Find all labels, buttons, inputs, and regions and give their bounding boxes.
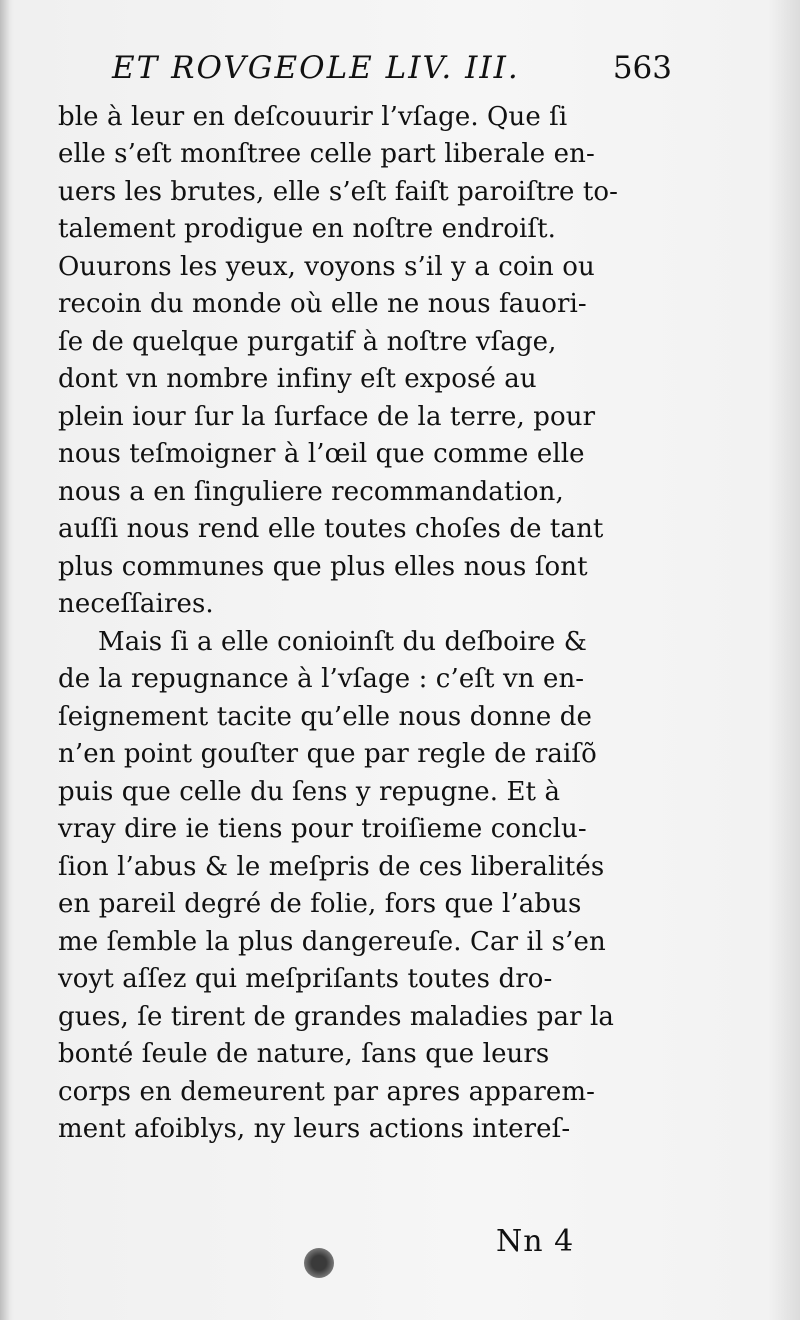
- text-line: me ſemble la plus dangereuſe. Car il s’en: [58, 927, 606, 957]
- text-line: gues, ſe tirent de grandes maladies par la: [58, 1002, 614, 1032]
- text-line: nous teſmoigner à l’œil que comme elle: [58, 439, 585, 469]
- text-line: bonté ſeule de nature, ſans que leurs: [58, 1039, 550, 1069]
- page-number: 563: [612, 50, 672, 86]
- text-line: recoin du monde où elle ne nous fauori-: [58, 289, 587, 319]
- text-line: en pareil degré de folie, fors que l’abus: [58, 889, 582, 919]
- page-edge-shadow: [0, 0, 10, 1320]
- text-line: neceſſaires.: [58, 589, 214, 619]
- ink-blot: [304, 1248, 334, 1278]
- text-line: ſe de quelque purgatif à noſtre vſage,: [58, 327, 557, 357]
- text-line: plein iour ſur la ſurface de la terre, pour: [58, 402, 596, 432]
- text-line: ſion l’abus & le meſpris de ces liberalités: [58, 852, 605, 882]
- text-line: dont vn nombre infiny eſt exposé au: [58, 364, 537, 394]
- text-line: de la repugnance à l’vſage : c’eſt vn en-: [58, 664, 585, 694]
- paragraph-first-line: Mais ſi a elle conioinſt du deſboire &: [98, 627, 587, 657]
- text-line: puis que celle du ſens y repugne. Et à: [58, 777, 561, 807]
- text-line: elle s’eſt monſtree celle part liberale en-: [58, 139, 595, 169]
- text-line: ble à leur en deſcouurir l’vſage. Que ſi: [58, 102, 568, 132]
- text-line: talement prodigue en noſtre endroiſt.: [58, 214, 557, 244]
- text-line: ment afoiblys, ny leurs actions intereſ-: [58, 1114, 571, 1144]
- text-line: plus communes que plus elles nous ſont: [58, 552, 588, 582]
- text-line: Ouurons les yeux, voyons s’il y a coin ou: [58, 252, 595, 282]
- signature-mark: Nn 4: [496, 1224, 575, 1259]
- text-line: corps en demeurent par apres apparem-: [58, 1077, 596, 1107]
- running-head: [112, 50, 672, 94]
- text-line: nous a en ſinguliere recommandation,: [58, 477, 564, 507]
- text-line: n’en point gouſter que par regle de raiſõ: [58, 739, 597, 769]
- text-line: auſſi nous rend elle toutes choſes de tant: [58, 514, 604, 544]
- text-line: uers les brutes, elle s’eſt faiſt paroiſtre to-: [58, 177, 619, 207]
- text-line: vray dire ie tiens pour troiſieme conclu-: [58, 814, 587, 844]
- text-line: voyt aſſez qui meſpriſants toutes dro-: [58, 964, 553, 994]
- running-title: ET ROVGEOLE LIV. III.: [112, 50, 520, 86]
- text-line: ſeignement tacite qu’elle nous donne de: [58, 702, 592, 732]
